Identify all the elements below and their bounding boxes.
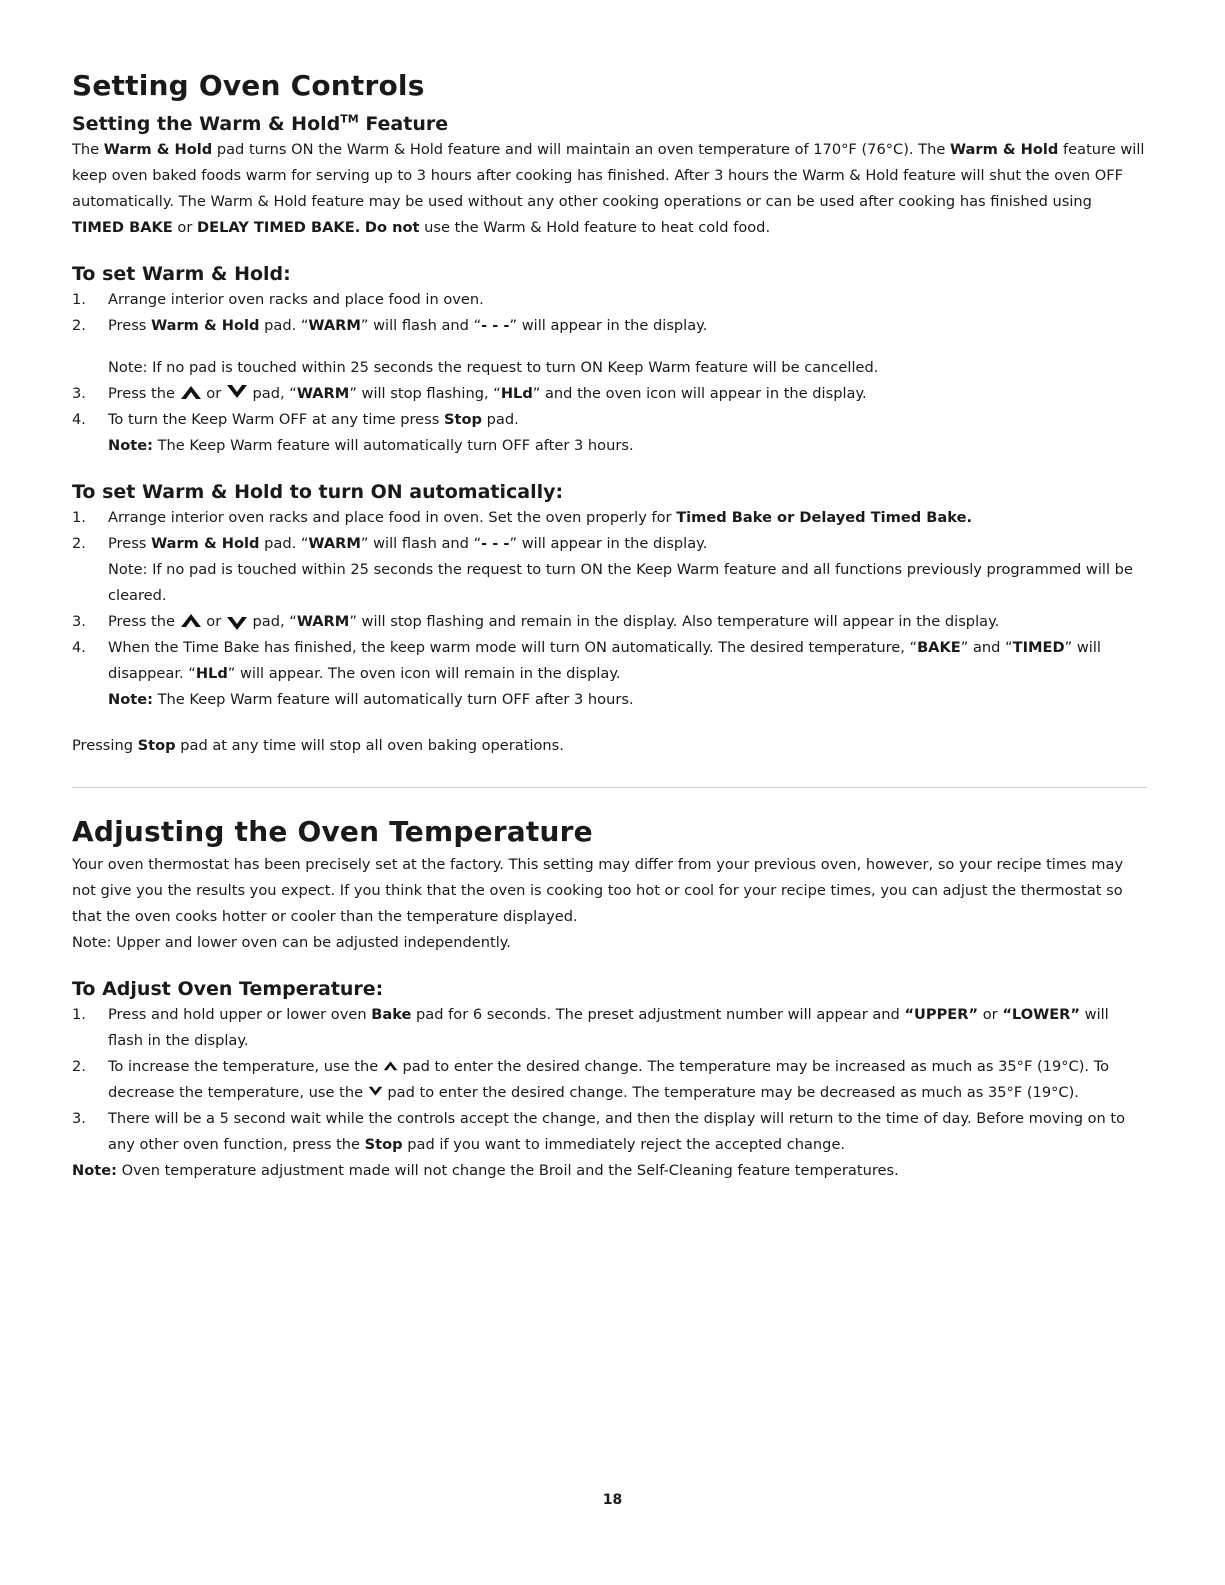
bold-text: Warm & Hold <box>151 317 260 334</box>
heading-set-warm-hold: To set Warm & Hold: <box>72 263 291 285</box>
warm-hold-steps-continued <box>72 381 1147 433</box>
note-text: Oven temperature adjustment made will not change the Broil and the Self-Cleaning feature temperatures. <box>116 1162 899 1179</box>
trademark-sup: TM <box>340 112 359 126</box>
list-item <box>72 381 1147 407</box>
text: Press the <box>108 385 175 402</box>
step-number: 4. <box>72 411 86 428</box>
adjust-intro: Your oven thermostat has been precisely set at the factory. This setting may differ from your previous oven, however, so your recipe times may not give you the results you expect. If you think that the oven is cooking too hot or cool for your recipe times, you can adjust the thermostat so that the oven cooks hotter or cooler than the temperature displayed. <box>72 856 1124 925</box>
step-number: 3. <box>72 613 86 630</box>
text: To turn the Keep Warm OFF at any time press <box>108 411 444 428</box>
section-title-adjusting-temperature: Adjusting the Oven Temperature <box>72 815 593 848</box>
section-divider <box>72 787 1147 788</box>
text: feature will keep oven baked foods warm for serving up to 3 hours after cooking has finished. After 3 hours the Warm & Hold feature will shut the oven OFF automatically. The Warm & Hold feature may be used without any other cooking operations or can be used after cooking has finished using <box>72 141 1145 210</box>
list-item <box>72 635 1147 687</box>
list-item <box>72 1002 1147 1054</box>
note-text: The Keep Warm feature will automatically turn OFF after 3 hours. <box>152 437 634 454</box>
text: To increase the temperature, use the <box>108 1058 379 1075</box>
warm-note-cancel: Note: If no pad is touched within 25 seconds the request to turn ON Keep Warm feature will be cancelled. <box>108 359 879 376</box>
warm-hold-intro <box>72 137 1147 241</box>
heading-adjust-oven-temperature: To Adjust Oven Temperature: <box>72 978 384 1000</box>
adjust-steps <box>72 1002 1147 1158</box>
step-number: 1. <box>72 509 86 526</box>
bold-text: Bake <box>371 1006 412 1023</box>
text: or <box>978 1006 1003 1023</box>
warm-note-auto-off <box>72 433 1147 459</box>
step-number: 1. <box>72 1006 86 1023</box>
step-number: 3. <box>72 385 86 402</box>
text: pad. “ <box>259 535 309 552</box>
list-item <box>72 531 1147 557</box>
bold-text: Warm & Hold <box>103 141 213 158</box>
text: The <box>72 141 104 158</box>
text: Press and hold upper or lower oven <box>108 1006 372 1023</box>
text: or <box>206 385 222 402</box>
chevron-up-icon <box>180 612 202 628</box>
text: will flash in the display. <box>108 1006 1109 1049</box>
text: ” will appear. The oven icon will remain in the display. <box>227 665 621 682</box>
step-number: 4. <box>72 639 86 656</box>
heading-set-warm-hold-auto: To set Warm & Hold to turn ON automatically: <box>72 481 564 503</box>
subheading-warm-hold-feature <box>72 111 1147 137</box>
bold-text: WARM <box>308 317 361 334</box>
bold-text: HLd <box>195 665 228 682</box>
list-item <box>72 407 1147 433</box>
bold-text: WARM <box>296 385 350 402</box>
text: pad if you want to immediately reject the accepted change. <box>402 1136 846 1153</box>
chevron-down-icon <box>226 384 248 400</box>
bold-text: Warm & Hold <box>949 141 1059 158</box>
bold-text: Stop <box>444 411 482 428</box>
list-item <box>72 609 1147 635</box>
page-number: 18 <box>602 1492 623 1508</box>
bold-text: - - - <box>481 535 510 552</box>
text: pad, “ <box>252 613 297 630</box>
note-label: Note: <box>108 691 153 708</box>
bold-text: Do not <box>364 219 420 236</box>
bold-text: Warm & Hold <box>151 535 260 552</box>
note-label: Note: <box>108 437 153 454</box>
adjust-note-independent: Note: Upper and lower oven can be adjusted independently. <box>72 934 511 951</box>
bold-text: WARM <box>308 535 361 552</box>
text: ” will flash and “ <box>360 317 482 334</box>
page-content <box>72 68 1147 1184</box>
subheading-text: Setting the Warm & Hold <box>72 113 341 135</box>
step-number: 2. <box>72 317 86 334</box>
auto-note-auto-off <box>72 687 1147 713</box>
bold-text: BAKE <box>917 639 961 656</box>
chevron-up-icon <box>383 1060 398 1071</box>
step-number: 3. <box>72 1110 86 1127</box>
note-text: The Keep Warm feature will automatically turn OFF after 3 hours. <box>152 691 634 708</box>
text: ” will stop flashing, “ <box>349 385 501 402</box>
text: or <box>172 219 197 236</box>
text: pad, “ <box>252 385 297 402</box>
bold-text: TIMED <box>1012 639 1065 656</box>
auto-steps-continued <box>72 609 1147 687</box>
bold-text: DELAY TIMED BAKE. <box>197 219 361 236</box>
step-number: 1. <box>72 291 86 308</box>
text: ” will flash and “ <box>360 535 482 552</box>
bold-text: - - - <box>481 317 510 334</box>
text: ” will stop flashing and remain in the display. Also temperature will appear in the display. <box>349 613 1000 630</box>
bold-text: TIMED BAKE <box>72 219 173 236</box>
list-item <box>72 1106 1147 1158</box>
bold-text: “UPPER” <box>904 1006 979 1023</box>
step-number: 2. <box>72 535 86 552</box>
auto-steps <box>72 505 1147 557</box>
text: pad at any time will stop all oven baking operations. <box>175 737 564 754</box>
text: Press <box>108 317 152 334</box>
list-item <box>72 505 1147 531</box>
text: pad to enter the desired change. The temperature may be increased as much as 35°F (19°C). To decrease the temperature, use the <box>108 1058 1110 1101</box>
text: Arrange interior oven racks and place food in oven. Set the oven properly for <box>108 509 677 526</box>
list-item <box>72 1054 1147 1106</box>
text: ” and “ <box>960 639 1013 656</box>
adjust-note-broil <box>72 1158 1147 1184</box>
list-item <box>72 313 1147 339</box>
text: pad. <box>481 411 519 428</box>
text: When the Time Bake has finished, the keep warm mode will turn ON automatically. The desired temperature, “ <box>108 639 918 656</box>
text: ” will appear in the display. <box>509 317 708 334</box>
chevron-up-icon <box>180 384 202 400</box>
chevron-down-icon <box>226 616 248 632</box>
step-text: Arrange interior oven racks and place food in oven. <box>108 291 484 308</box>
text: use the Warm & Hold feature to heat cold food. <box>419 219 771 236</box>
auto-note-cleared: Note: If no pad is touched within 25 seconds the request to turn ON the Keep Warm feature and all functions previously programmed will be cleared. <box>108 561 1133 604</box>
chevron-down-icon <box>368 1086 383 1097</box>
list-item <box>72 287 1147 313</box>
text: pad turns ON the Warm & Hold feature and will maintain an oven temperature of 170°F (76°C). The <box>212 141 950 158</box>
section-title-setting-oven-controls: Setting Oven Controls <box>72 69 425 102</box>
text: pad for 6 seconds. The preset adjustment number will appear and <box>411 1006 905 1023</box>
bold-text: Timed Bake or Delayed Timed Bake. <box>676 509 973 526</box>
text: Press <box>108 535 152 552</box>
bold-text: Stop <box>137 737 176 754</box>
text: ” will appear in the display. <box>509 535 708 552</box>
note-label: Note: <box>72 1162 117 1179</box>
warm-hold-steps <box>72 287 1147 339</box>
text: pad. “ <box>259 317 309 334</box>
text: There will be a 5 second wait while the controls accept the change, and then the display will return to the time of day. Before moving on to any other oven function, press the <box>108 1110 1126 1153</box>
text: or <box>206 613 222 630</box>
bold-text: HLd <box>500 385 533 402</box>
text: ” will disappear. “ <box>108 639 1101 682</box>
stop-pad-text <box>72 733 1147 759</box>
bold-text: Stop <box>364 1136 403 1153</box>
text: pad to enter the desired change. The temperature may be decreased as much as 35°F (19°C). <box>387 1084 1079 1101</box>
step-number: 2. <box>72 1058 86 1075</box>
text: ” and the oven icon will appear in the display. <box>532 385 867 402</box>
bold-text: WARM <box>296 613 350 630</box>
text: Pressing <box>72 737 138 754</box>
subheading-tail: Feature <box>358 113 449 135</box>
text: Press the <box>108 613 175 630</box>
bold-text: “LOWER” <box>1002 1006 1080 1023</box>
